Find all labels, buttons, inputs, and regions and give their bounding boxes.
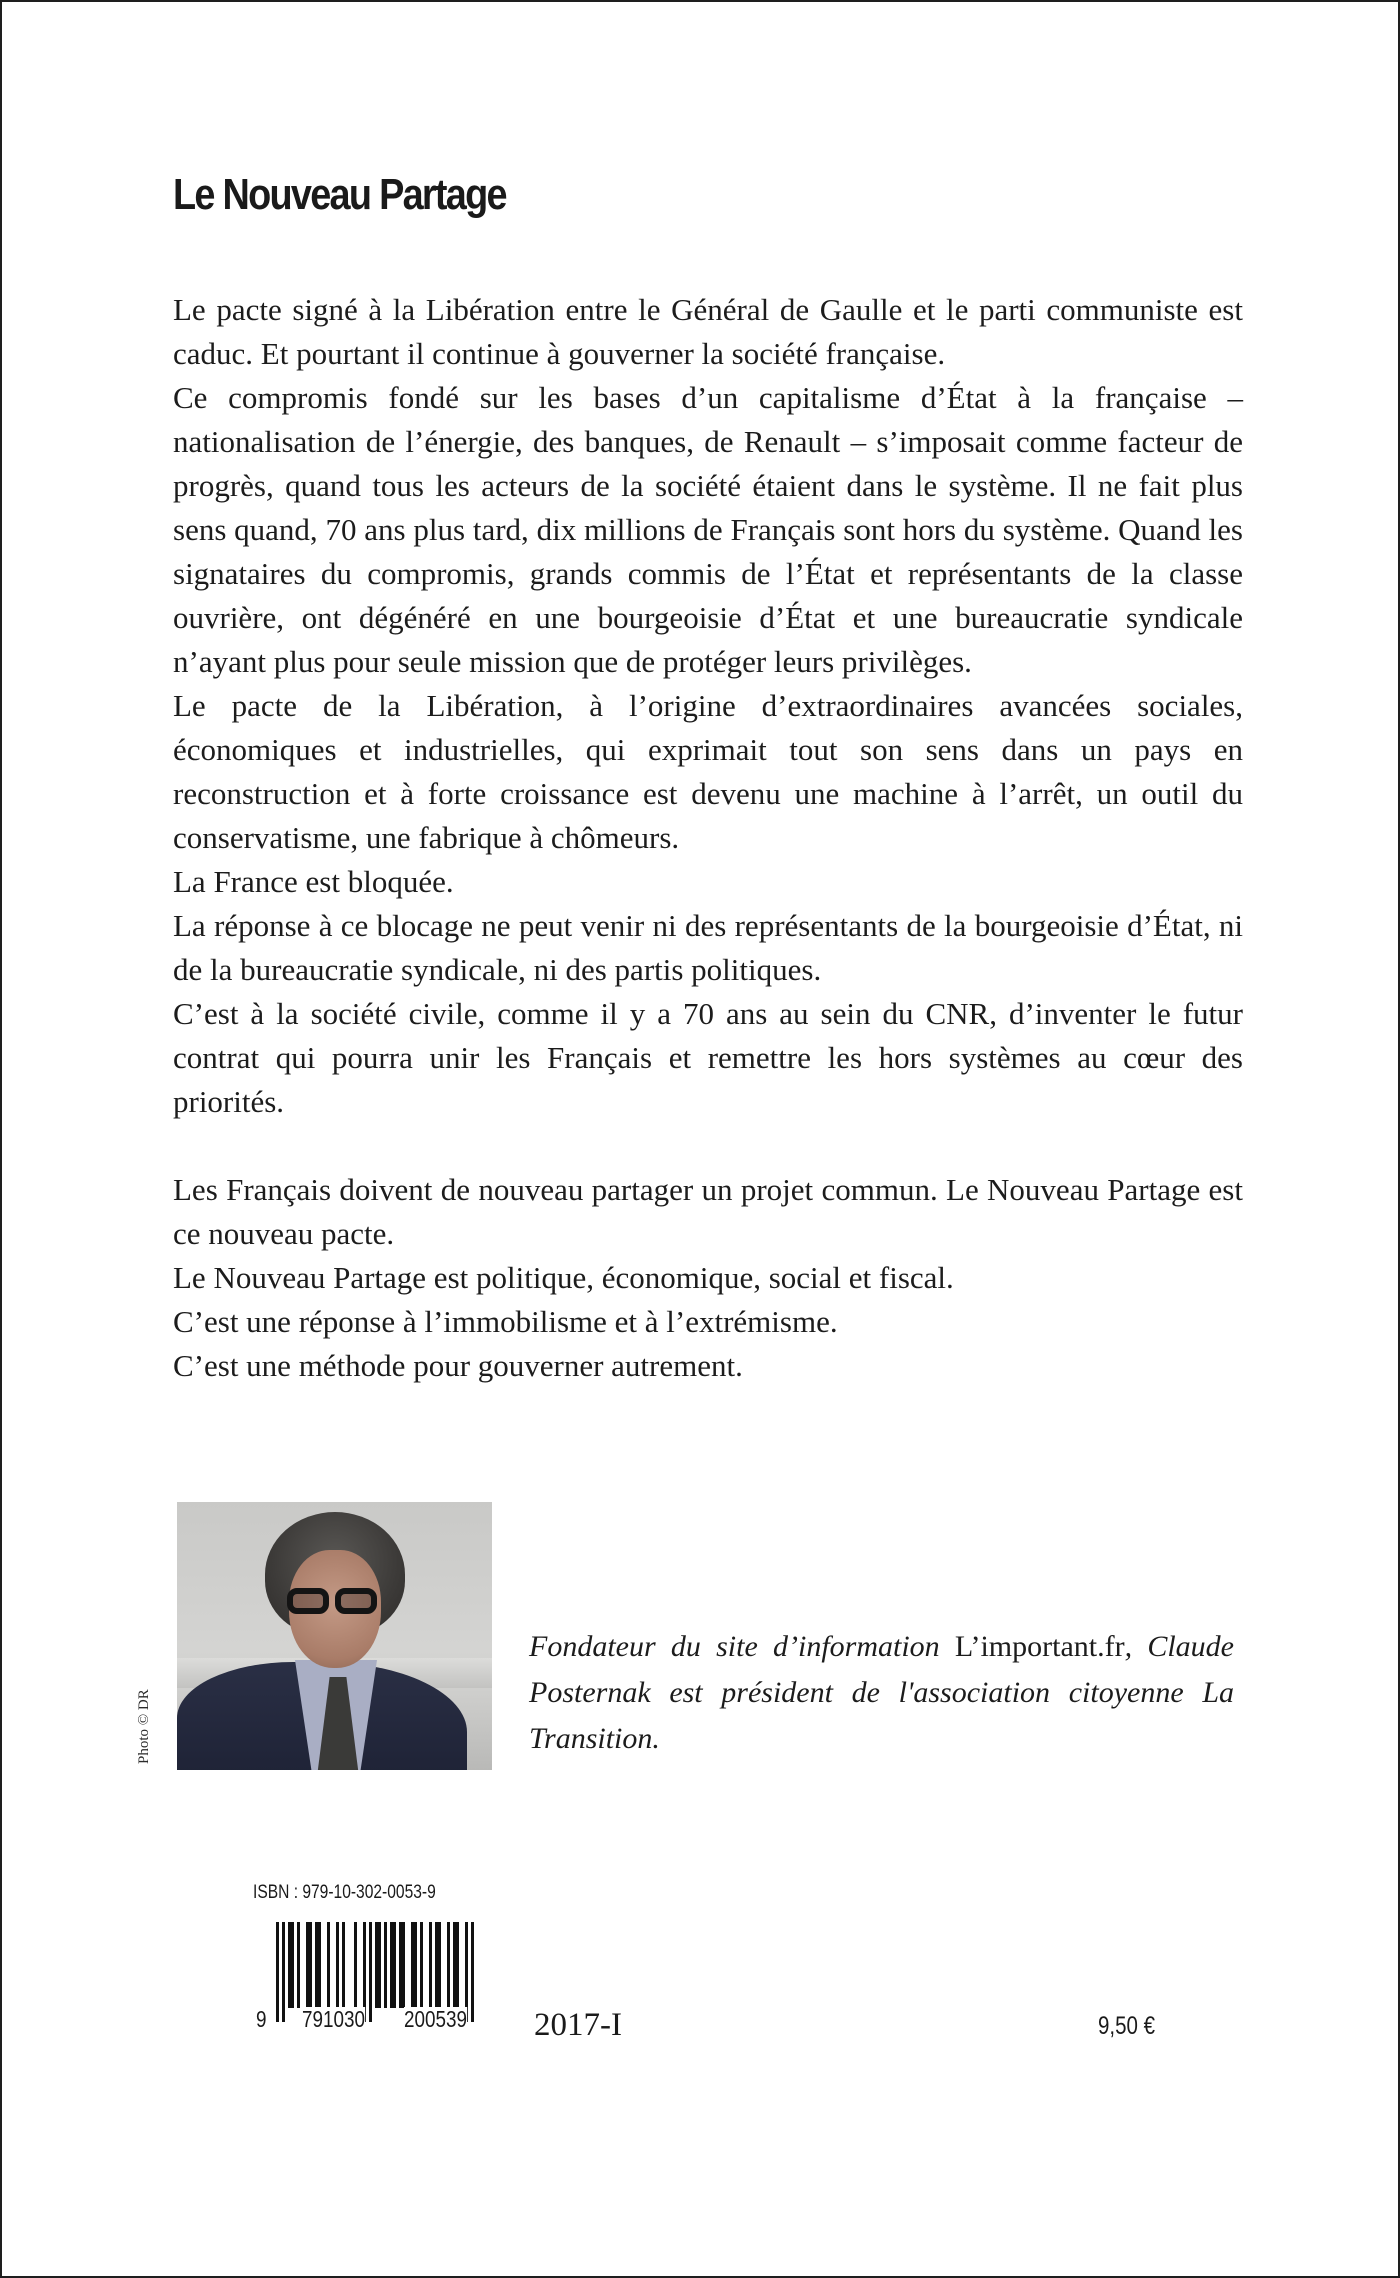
blurb-paragraph: Les Français doivent de nouveau partager un projet commun. Le Nouveau Partage est ce nouveau pacte. [173,1172,1243,1251]
glasses-icon [335,1588,377,1614]
author-photo [177,1502,492,1770]
barcode-digits-left: 791030 [302,2006,365,2032]
edition-code: 2017-I [534,2007,622,2043]
blurb-paragraph: Ce compromis fondé sur les bases d’un capitalisme d’État à la française – nationalisation de l’énergie, des banques, de Renault – s’imposait comme facteur de progrès, quand tous les acteurs de la société étaient dans le système. Il ne fait plus sens quand, 70 ans plus tard, dix millions de Français sont hors du système. Quand les signataires du compromis, grands commis de l’État et représentants de la classe ouvrière, ont dégénéré en une bourgeoisie d’État et une bureaucratie syndicale n’ayant plus pour seule mission que de protéger leurs privilèges. [173,380,1243,679]
blurb-paragraph: C’est une méthode pour gouverner autrement. [173,1348,743,1383]
barcode-digits-right: 200539 [404,2006,467,2032]
blurb-paragraph: C’est à la société civile, comme il y a 70 ans au sein du CNR, d’inventer le futur contrat qui pourra unir les Français et remettre les hors systèmes au cœur des priorités. [173,996,1243,1119]
blurb-paragraph: Le Nouveau Partage est politique, économique, social et fiscal. [173,1260,954,1295]
photo-credit: Photo © DR [136,1689,152,1764]
blurb-paragraph: La réponse à ce blocage ne peut venir ni des représentants de la bourgeoisie d’État, ni de la bureaucratie syndicale, ni des partis politiques. [173,908,1243,987]
back-cover-blurb [173,288,1243,1388]
author-bio [529,1624,1234,1762]
isbn-label: ISBN : 979-10-302-0053-9 [253,1882,436,1903]
blurb-paragraph: La France est bloquée. [173,864,454,899]
price: 9,50 € [1098,2012,1156,2040]
website-name: L’important.fr [954,1630,1125,1663]
blurb-paragraph: Le pacte signé à la Libération entre le Général de Gaulle et le parti communiste est caduc. Et pourtant il continue à gouverner la société française. [173,292,1243,371]
author-bio-part: , Claude Posternak est président de l'association citoyenne La Transition. [529,1630,1234,1755]
barcode-digit: 9 [256,2006,267,2032]
author-bio-part: Fondateur du site d’information [529,1630,955,1663]
blurb-paragraph: C’est une réponse à l’immobilisme et à l’extrémisme. [173,1304,838,1339]
book-title: Le Nouveau Partage [173,170,506,219]
blurb-paragraph: Le pacte de la Libération, à l’origine d’extraordinaires avancées sociales, économiques et industrielles, qui exprimait tout son sens dans un pays en reconstruction et à forte croissance est devenu une machine à l’arrêt, un outil du conservatisme, une fabrique à chômeurs. [173,688,1243,855]
glasses-icon [287,1588,329,1614]
